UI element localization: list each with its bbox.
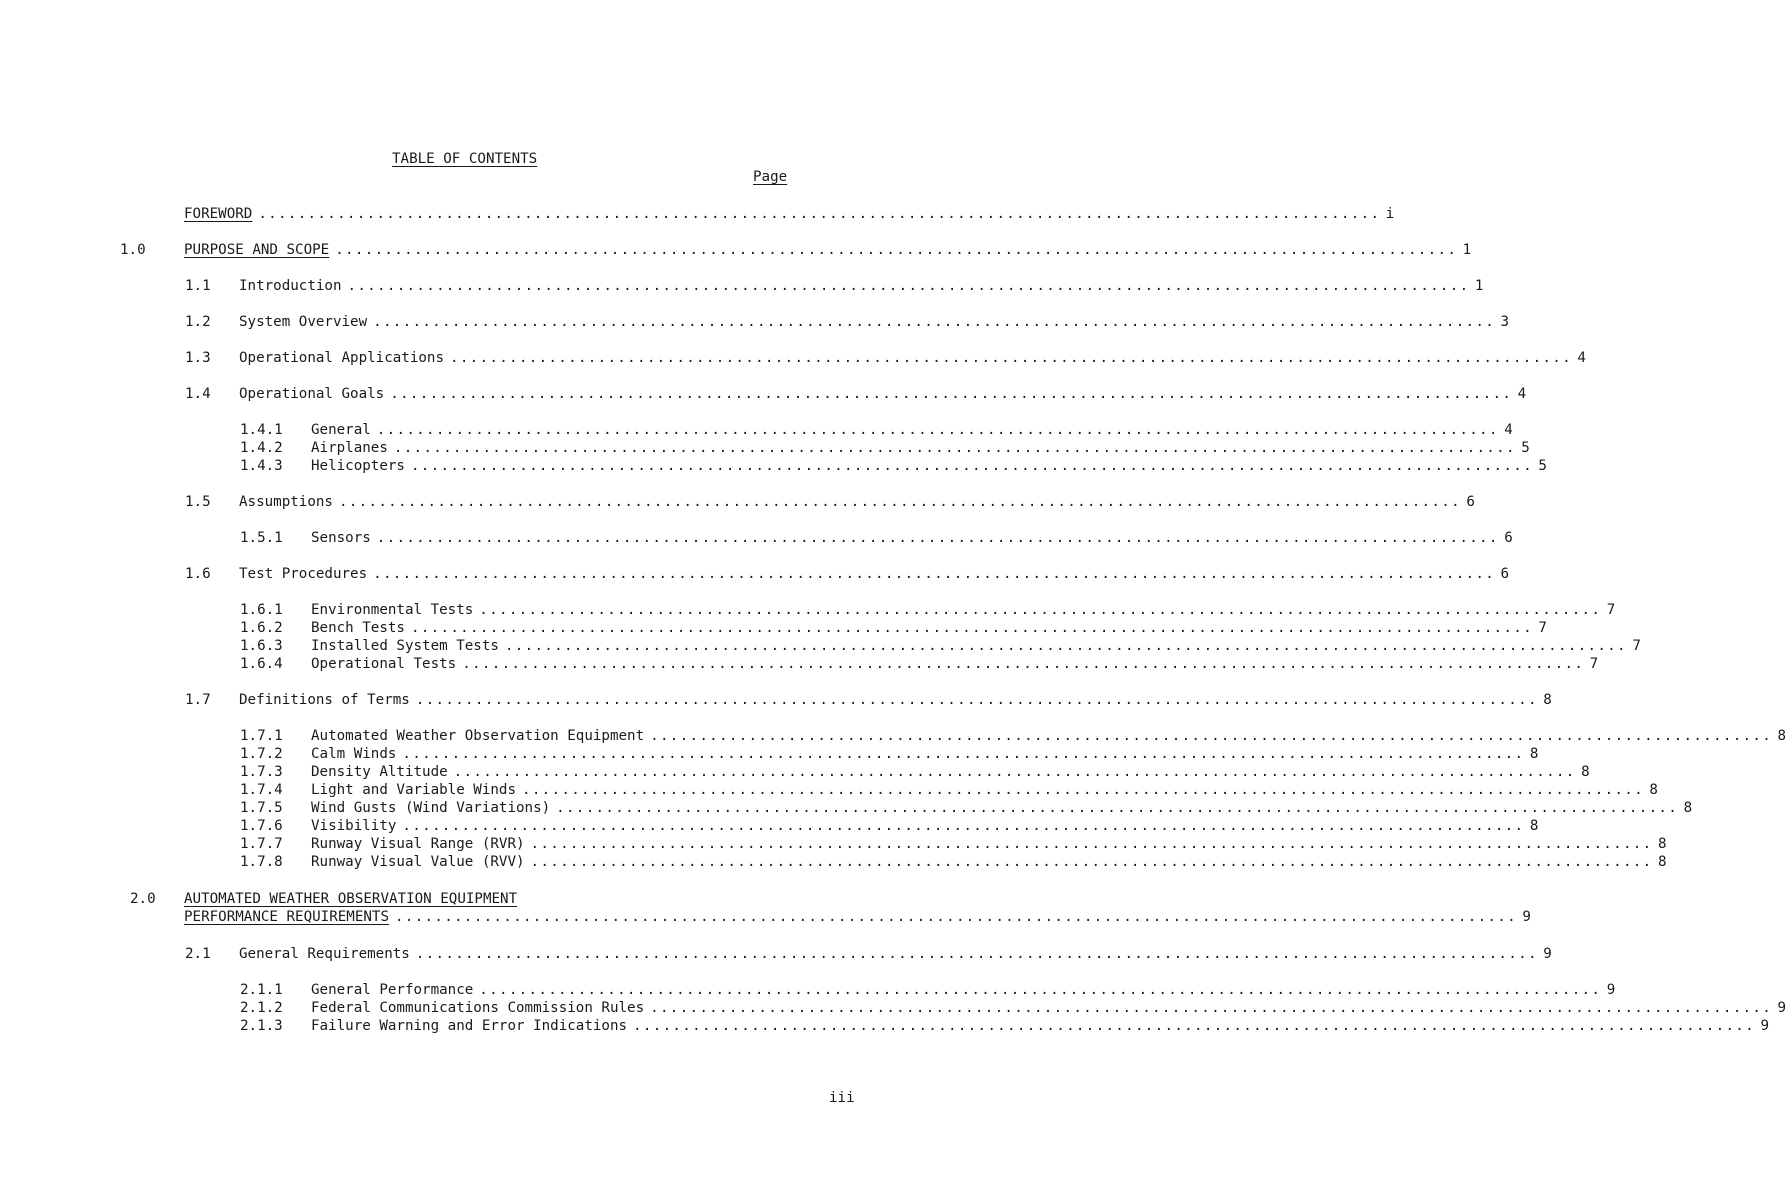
entry-title: Operational Goals	[239, 386, 385, 402]
entry-page: 7	[1538, 620, 1547, 636]
entry-page: 5	[1521, 440, 1530, 456]
toc-entry-1-1[interactable]	[239, 277, 1484, 295]
dot-leader: ..................................................................................................................	[376, 530, 1499, 546]
entry-page: 8	[1657, 854, 1667, 870]
entry-page: 8	[1683, 800, 1693, 816]
entry-title: Operational Applications	[239, 350, 444, 366]
entry-page: 8	[1657, 836, 1667, 852]
dot-leader: ..................................................................................................................	[335, 242, 1458, 258]
toc-entry-1-7-8[interactable]	[311, 853, 1667, 871]
dot-leader: ..................................................................................................................	[479, 602, 1602, 618]
toc-entry-1-5[interactable]	[239, 493, 1475, 511]
dot-leader: ..................................................................................................................	[376, 422, 1499, 438]
dot-leader: ..................................................................................................................	[402, 746, 1525, 762]
toc-entry-1-6-4[interactable]	[311, 655, 1599, 673]
entry-page: 4	[1577, 350, 1586, 366]
section-number: 2.0	[130, 891, 156, 907]
dot-leader: ..................................................................................................................	[650, 1000, 1773, 1016]
dot-leader: ..................................................................................................................	[522, 782, 1644, 798]
dot-leader: ..................................................................................................................	[410, 620, 1533, 636]
subsection-number: 1.6.3	[240, 638, 283, 654]
dot-leader: ..................................................................................................................	[373, 566, 1496, 582]
entry-title: Density Altitude	[311, 764, 448, 780]
toc-entry-1-4-3[interactable]	[311, 457, 1547, 475]
dot-leader: ..................................................................................................................	[390, 386, 1513, 402]
toc-entry-1-3[interactable]	[239, 349, 1586, 367]
dot-leader: ..................................................................................................................	[415, 946, 1538, 962]
entry-title: General Performance	[311, 982, 474, 998]
subsection-number: 2.1.3	[240, 1018, 283, 1034]
dot-leader: ..................................................................................................................	[450, 350, 1572, 366]
subsection-number: 1.4.3	[240, 458, 283, 474]
entry-title: Calm Winds	[311, 746, 397, 762]
entry-page: 9	[1760, 1018, 1769, 1034]
entry-page: 8	[1581, 764, 1590, 780]
toc-entry-1-7-4[interactable]	[311, 781, 1658, 799]
subsection-number: 1.7.4	[240, 782, 283, 798]
entry-page: 7	[1606, 602, 1616, 618]
toc-entry-2-1-1[interactable]	[311, 981, 1616, 999]
subsection-number: 1.6.4	[240, 656, 283, 672]
entry-title: Operational Tests	[311, 656, 457, 672]
entry-title: Test Procedures	[239, 566, 368, 582]
toc-entry-1-6[interactable]	[239, 565, 1510, 583]
entry-page: 9	[1543, 946, 1552, 962]
section-number: 1.2	[185, 314, 211, 330]
subsection-number: 1.7.8	[240, 854, 283, 870]
toc-entry-1-6-3[interactable]	[311, 637, 1641, 655]
toc-entry-2-1[interactable]	[239, 945, 1552, 963]
subsection-number: 1.4.1	[240, 422, 283, 438]
dot-leader: ..................................................................................................................	[402, 818, 1525, 834]
entry-page: 7	[1632, 638, 1641, 654]
entry-title: Automated Weather Observation Equipment	[311, 728, 645, 744]
entry-title: Runway Visual Range (RVR)	[311, 836, 525, 852]
entry-title: Visibility	[311, 818, 397, 834]
dot-leader: ..................................................................................................................	[393, 440, 1516, 456]
entry-title: Runway Visual Value (RVV)	[311, 854, 525, 870]
dot-leader: ..................................................................................................................	[338, 494, 1461, 510]
dot-leader: ..................................................................................................................	[650, 728, 1773, 744]
section-number: 1.3	[185, 350, 211, 366]
entry-page: 6	[1500, 566, 1510, 582]
dot-leader: ..................................................................................................................	[395, 909, 1517, 925]
dot-leader: ..................................................................................................................	[556, 800, 1679, 816]
section-number: 1.1	[185, 278, 211, 294]
toc-entry-2-1-3[interactable]	[311, 1017, 1769, 1035]
subsection-number: 2.1.2	[240, 1000, 283, 1016]
section-number: 2.1	[185, 946, 211, 962]
toc-entry-1-4-2[interactable]	[311, 439, 1530, 457]
entry-title: FOREWORD	[184, 206, 253, 222]
entry-title-line1: AUTOMATED WEATHER OBSERVATION EQUIPMENT	[184, 891, 518, 907]
entry-title: Installed System Tests	[311, 638, 499, 654]
toc-entry-1-7-1[interactable]	[311, 727, 1786, 745]
entry-title: Failure Warning and Error Indications	[311, 1018, 628, 1034]
subsection-number: 1.7.7	[240, 836, 283, 852]
subsection-number: 1.5.1	[240, 530, 283, 546]
subsection-number: 1.7.2	[240, 746, 283, 762]
dot-leader: ..................................................................................................................	[504, 638, 1627, 654]
subsection-number: 2.1.1	[240, 982, 283, 998]
entry-page: 7	[1589, 656, 1599, 672]
entry-page: 6	[1466, 494, 1475, 510]
entry-page: 5	[1538, 458, 1547, 474]
entry-page: 4	[1517, 386, 1527, 402]
dot-leader: ..................................................................................................................	[530, 854, 1653, 870]
dot-leader: ..................................................................................................................	[479, 982, 1602, 998]
toc-entry-1-7-7[interactable]	[311, 835, 1667, 853]
dot-leader: ..................................................................................................................	[258, 206, 1381, 222]
entry-title: Helicopters	[311, 458, 405, 474]
entry-page: 9	[1777, 1000, 1786, 1016]
entry-title: Bench Tests	[311, 620, 405, 636]
toc-entry-1-7-5[interactable]	[311, 799, 1693, 817]
entry-title: Sensors	[311, 530, 371, 546]
dot-leader: ..................................................................................................................	[415, 692, 1538, 708]
entry-page: 6	[1504, 530, 1513, 546]
entry-page: 8	[1777, 728, 1786, 744]
entry-page: 1	[1474, 278, 1484, 294]
entry-page: 8	[1649, 782, 1658, 798]
entry-page: 9	[1606, 982, 1616, 998]
entry-page: 8	[1529, 746, 1539, 762]
entry-page: i	[1385, 206, 1395, 222]
section-number: 1.6	[185, 566, 211, 582]
toc-entry-1-7-6[interactable]	[311, 817, 1539, 835]
entry-title: Light and Variable Winds	[311, 782, 516, 798]
entry-title: Definitions of Terms	[239, 692, 410, 708]
section-number: 1.0	[120, 242, 146, 258]
entry-title: Introduction	[239, 278, 342, 294]
entry-title: General	[311, 422, 371, 438]
dot-leader: ..................................................................................................................	[530, 836, 1653, 852]
toc-entry-1-7-3[interactable]	[311, 763, 1590, 781]
entry-page: 9	[1522, 909, 1531, 925]
dot-leader: ..................................................................................................................	[410, 458, 1533, 474]
entry-page: 8	[1543, 692, 1552, 708]
entry-title: System Overview	[239, 314, 368, 330]
dot-leader: ..................................................................................................................	[347, 278, 1470, 294]
section-number: 1.7	[185, 692, 211, 708]
dot-leader: ..................................................................................................................	[453, 764, 1576, 780]
entry-title: General Requirements	[239, 946, 410, 962]
entry-title: Airplanes	[311, 440, 388, 456]
subsection-number: 1.7.1	[240, 728, 283, 744]
toc-entry-1-6-2[interactable]	[311, 619, 1547, 637]
entry-title-line2: PERFORMANCE REQUIREMENTS	[184, 909, 389, 925]
toc-entry-1-2[interactable]	[239, 313, 1510, 331]
subsection-number: 1.6.2	[240, 620, 283, 636]
toc-entry-2-0[interactable]	[184, 908, 1531, 926]
toc-entry-1-5-1[interactable]	[311, 529, 1513, 547]
subsection-number: 1.7.3	[240, 764, 283, 780]
entry-title: Assumptions	[239, 494, 333, 510]
section-number: 1.5	[185, 494, 211, 510]
dot-leader: ..................................................................................................................	[373, 314, 1496, 330]
page-number: iii	[829, 1090, 855, 1106]
entry-page: 1	[1462, 242, 1472, 258]
entry-page: 4	[1504, 422, 1513, 438]
entry-title: Environmental Tests	[311, 602, 474, 618]
dot-leader: ..................................................................................................................	[633, 1018, 1755, 1034]
toc-entry-1-7[interactable]	[239, 691, 1552, 709]
subsection-number: 1.6.1	[240, 602, 283, 618]
toc-entry-1-4-1[interactable]	[311, 421, 1513, 439]
toc-entry-1-4[interactable]	[239, 385, 1527, 403]
page-column-header: Page	[753, 169, 788, 185]
section-number: 1.4	[185, 386, 211, 402]
subsection-number: 1.7.6	[240, 818, 283, 834]
entry-title: Federal Communications Commission Rules	[311, 1000, 645, 1016]
toc-entry-foreword[interactable]	[184, 205, 1395, 223]
toc-title: TABLE OF CONTENTS	[392, 151, 538, 167]
toc-entry-1-0[interactable]	[184, 241, 1472, 259]
entry-page: 3	[1500, 314, 1510, 330]
entry-title: PURPOSE AND SCOPE	[184, 242, 330, 258]
entry-page: 8	[1529, 818, 1539, 834]
toc-entry-2-1-2[interactable]	[311, 999, 1786, 1017]
entry-title: Wind Gusts (Wind Variations)	[311, 800, 551, 816]
subsection-number: 1.7.5	[240, 800, 283, 816]
dot-leader: ..................................................................................................................	[462, 656, 1585, 672]
toc-entry-1-6-1[interactable]	[311, 601, 1616, 619]
toc-entry-1-7-2[interactable]	[311, 745, 1539, 763]
subsection-number: 1.4.2	[240, 440, 283, 456]
